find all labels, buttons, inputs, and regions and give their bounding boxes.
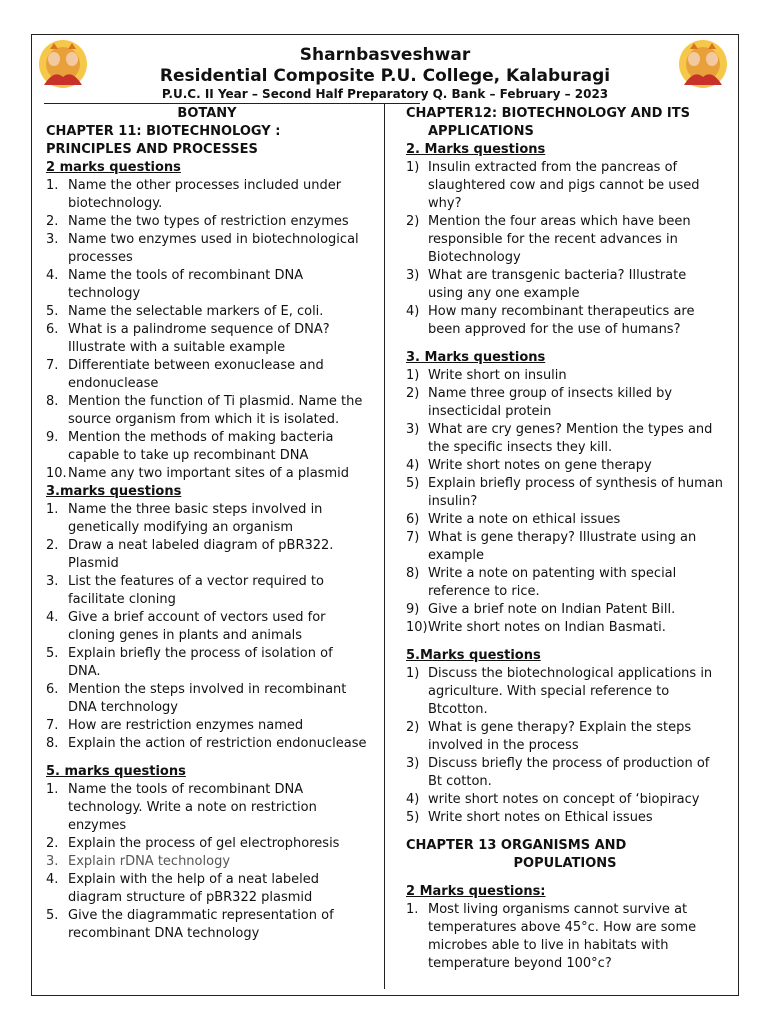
item-number: 8): [406, 566, 420, 581]
list-item: [46, 429, 368, 465]
list-item: [46, 645, 368, 681]
question-text: Mention the steps involved in recombinant DNA terchnology: [68, 682, 347, 715]
list-item: [46, 835, 368, 853]
list-item: [46, 681, 368, 717]
item-number: 3): [406, 422, 420, 437]
section-heading: 2 marks questions: [46, 160, 181, 175]
item-number: 5.: [46, 908, 59, 923]
question-text: Explain with the help of a neat labeled diagram structure of pBR322 plasmid: [68, 872, 320, 905]
question-text: Name the two types of restriction enzymes: [68, 214, 349, 229]
question-text: Name the tools of recombinant DNA technology: [68, 268, 304, 301]
question-text: Write short on insulin: [428, 368, 567, 383]
item-number: 4): [406, 304, 420, 319]
list-item: [406, 719, 724, 755]
item-number: 4.: [46, 268, 59, 283]
question-text: Name two enzymes used in biotechnological processes: [68, 232, 359, 265]
question-text: Write a note on patenting with special reference to rice.: [428, 566, 677, 599]
subject-title: BOTANY: [177, 106, 237, 121]
institution-name: Sharnbasveshwar: [299, 45, 471, 65]
item-number: 3.: [46, 854, 59, 869]
question-text: Mention the methods of making bacteria capable to take up recombinant DNA: [68, 430, 334, 463]
list-item: [46, 573, 368, 609]
question-text: write short notes on concept of ‘biopiracy: [428, 792, 700, 807]
question-text: What is gene therapy? Illustrate using an example: [428, 530, 697, 563]
section-heading: 2. Marks questions: [406, 142, 546, 157]
chapter-13-title-line2: POPULATIONS: [513, 856, 617, 871]
item-number: 3): [406, 756, 420, 771]
question-list: [406, 367, 724, 637]
item-number: 9.: [46, 430, 59, 445]
question-text: Write short notes on Indian Basmati.: [428, 620, 666, 635]
right-column: [406, 105, 724, 973]
question-text: How many recombinant therapeutics are been approved for the use of humans?: [428, 304, 695, 337]
column-divider: [384, 103, 385, 989]
item-number: 8.: [46, 736, 59, 751]
question-text: Discuss the biotechnological applications in agriculture. With special reference to Btcotton.: [428, 666, 713, 717]
question-text: List the features of a vector required to facilitate cloning: [68, 574, 324, 607]
list-item: [406, 665, 724, 719]
list-item: [406, 213, 724, 267]
question-text: What are cry genes? Mention the types and the specific insects they kill.: [428, 422, 713, 455]
question-text: Explain briefly the process of isolation of DNA.: [68, 646, 333, 679]
list-item: [406, 475, 724, 511]
list-item: [46, 357, 368, 393]
question-text: Give the diagrammatic representation of recombinant DNA technology: [68, 908, 334, 941]
question-text: Most living organisms cannot survive at temperatures above 45°c. How are some microbes able to live in habitats with temperature beyond 100°c?: [428, 902, 697, 971]
item-number: 1): [406, 368, 420, 383]
list-item: [406, 901, 724, 973]
question-text: Explain the action of restriction endonuclease: [68, 736, 367, 751]
list-item: [406, 457, 724, 475]
list-item: [46, 537, 368, 573]
chapter-11-title-line2: PRINCIPLES AND PROCESSES: [46, 142, 258, 157]
item-number: 2): [406, 214, 420, 229]
question-text: What are transgenic bacteria? Illustrate using any one example: [428, 268, 687, 301]
list-item: [406, 159, 724, 213]
question-text: Explain the process of gel electrophoresis: [68, 836, 340, 851]
item-number: 9): [406, 602, 420, 617]
item-number: 4): [406, 792, 420, 807]
chapter-11-title-line1: CHAPTER 11: BIOTECHNOLOGY :: [46, 124, 281, 139]
question-text: What is a palindrome sequence of DNA? Illustrate with a suitable example: [68, 322, 330, 355]
item-number: 6): [406, 512, 420, 527]
list-item: [46, 609, 368, 645]
list-item: [46, 303, 368, 321]
item-number: 8.: [46, 394, 59, 409]
question-list: [46, 177, 368, 483]
question-bank-page: [31, 34, 739, 996]
item-number: 2): [406, 386, 420, 401]
question-text: Give a brief note on Indian Patent Bill.: [428, 602, 676, 617]
list-item: [46, 267, 368, 303]
question-text: Explain briefly process of synthesis of human insulin?: [428, 476, 724, 509]
item-number: 4.: [46, 610, 59, 625]
item-number: 2.: [46, 836, 59, 851]
item-number: 1): [406, 666, 420, 681]
list-item: [46, 231, 368, 267]
item-number: 3.: [46, 574, 59, 589]
question-text: Mention the four areas which have been responsible for the recent advances in Biotechnology: [428, 214, 691, 265]
item-number: 7): [406, 530, 420, 545]
question-list: [406, 901, 724, 973]
list-item: [46, 853, 368, 871]
list-item: [46, 501, 368, 537]
list-item: [406, 529, 724, 565]
item-number: 4): [406, 458, 420, 473]
header-divider: [44, 103, 420, 104]
list-item: [406, 619, 724, 637]
question-text: Write short notes on Ethical issues: [428, 810, 653, 825]
item-number: 3.: [46, 232, 59, 247]
question-text: Name the tools of recombinant DNA technology. Write a note on restriction enzymes: [68, 782, 317, 833]
chapter-12-title-line2: APPLICATIONS: [428, 124, 534, 139]
item-number: 3): [406, 268, 420, 283]
question-text: Mention the function of Ti plasmid. Name the source organism from which it is isolated.: [68, 394, 363, 427]
list-item: [406, 267, 724, 303]
chapter-13-title-line1: CHAPTER 13 ORGANISMS AND: [406, 838, 627, 853]
list-item: [406, 385, 724, 421]
chapter-12-title-line1: CHAPTER12: BIOTECHNOLOGY AND ITS: [406, 106, 691, 121]
item-number: 1.: [46, 782, 59, 797]
question-list: [406, 159, 724, 339]
question-text: Write short notes on gene therapy: [428, 458, 652, 473]
list-item: [46, 465, 368, 483]
list-item: [406, 755, 724, 791]
item-number: 6.: [46, 322, 59, 337]
question-text: Insulin extracted from the pancreas of slaughtered cow and pigs cannot be used why?: [428, 160, 700, 211]
section-heading: 3.marks questions: [46, 484, 182, 499]
item-number: 1.: [406, 902, 419, 917]
list-item: [406, 565, 724, 601]
question-list: [46, 781, 368, 943]
question-text: Name three group of insects killed by insecticidal protein: [428, 386, 673, 419]
section-heading: 2 Marks questions:: [406, 884, 546, 899]
list-item: [406, 421, 724, 457]
question-text: Name any two important sites of a plasmid: [68, 466, 349, 481]
question-list: [46, 501, 368, 753]
item-number: 1.: [46, 502, 59, 517]
question-text: Write a note on ethical issues: [428, 512, 621, 527]
item-number: 2): [406, 720, 420, 735]
item-number: 10.: [46, 466, 67, 481]
question-list: [406, 665, 724, 827]
item-number: 5): [406, 810, 420, 825]
item-number: 5): [406, 476, 420, 491]
question-text: Name the selectable markers of E, coli.: [68, 304, 324, 319]
item-number: 4.: [46, 872, 59, 887]
item-number: 2.: [46, 214, 59, 229]
list-item: [46, 177, 368, 213]
list-item: [46, 321, 368, 357]
list-item: [46, 393, 368, 429]
list-item: [406, 809, 724, 827]
list-item: [406, 791, 724, 809]
item-number: 1.: [46, 178, 59, 193]
question-text: Name the other processes included under biotechnology.: [68, 178, 342, 211]
question-text: Draw a neat labeled diagram of pBR322. Plasmid: [68, 538, 334, 571]
section-heading: 5. marks questions: [46, 764, 186, 779]
item-number: 1): [406, 160, 420, 175]
item-number: 7.: [46, 718, 59, 733]
list-item: [46, 871, 368, 907]
item-number: 2.: [46, 538, 59, 553]
question-text: Differentiate between exonuclease and endonuclease: [68, 358, 324, 391]
question-text: What is gene therapy? Explain the steps involved in the process: [428, 720, 692, 753]
item-number: 7.: [46, 358, 59, 373]
question-text: How are restriction enzymes named: [68, 718, 304, 733]
item-number: 6.: [46, 682, 59, 697]
list-item: [46, 735, 368, 753]
section-heading: 3. Marks questions: [406, 350, 546, 365]
item-number: 5.: [46, 304, 59, 319]
exam-subtitle: P.U.C. II Year – Second Half Preparatory Q. Bank – February – 2023: [161, 87, 609, 101]
list-item: [406, 303, 724, 339]
question-text: Discuss briefly the process of production of Bt cotton.: [428, 756, 710, 789]
item-number: 5.: [46, 646, 59, 661]
list-item: [46, 717, 368, 735]
list-item: [46, 213, 368, 231]
question-text: Give a brief account of vectors used for cloning genes in plants and animals: [68, 610, 326, 643]
list-item: [406, 367, 724, 385]
question-text: Explain rDNA technology: [68, 854, 231, 869]
item-number: 10): [406, 620, 428, 635]
question-text: Name the three basic steps involved in genetically modifying an organism: [68, 502, 323, 535]
section-heading: 5.Marks questions: [406, 648, 541, 663]
list-item: [46, 781, 368, 835]
college-name: Residential Composite P.U. College, Kalaburagi: [159, 66, 611, 86]
left-column: [46, 105, 368, 943]
list-item: [406, 601, 724, 619]
list-item: [46, 907, 368, 943]
list-item: [406, 511, 724, 529]
